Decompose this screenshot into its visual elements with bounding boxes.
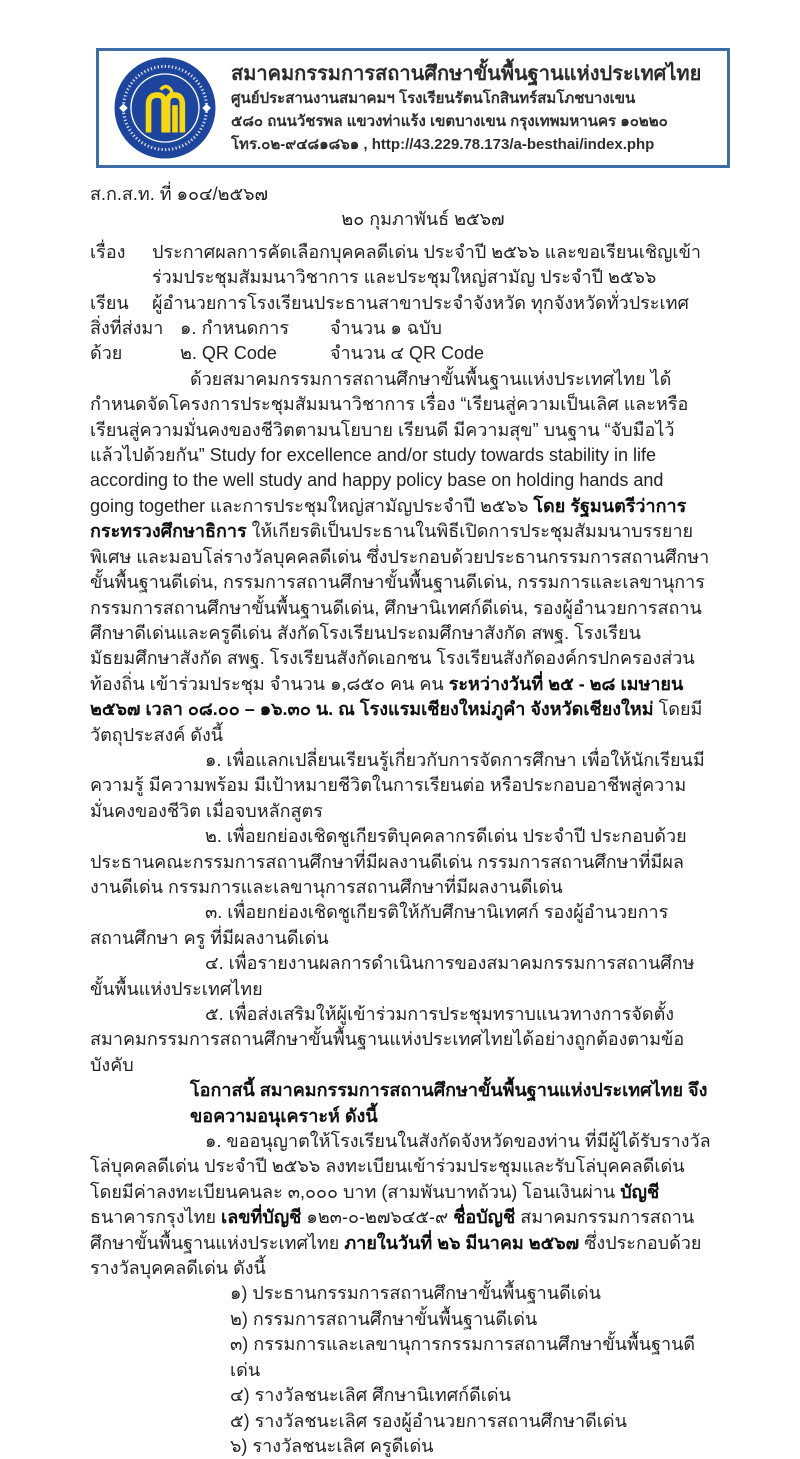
event-date-bold-text: ระหว่างวันที่ ๒๕ - ๒๘ เมษายน ๒๕๖๗ เวลา ๐๘.๐๐ – ๑๖.๓๐ น. ณ โรงแรมเชียงใหม่ภูคำ จังหวัดเชียงใหม่ — [90, 673, 684, 720]
minister-bold-text: โดย รัฐมนตรีว่าการกระทรวงศึกษาธิการ — [90, 495, 687, 542]
association-logo — [113, 56, 217, 160]
subject-text: ประกาศผลการคัดเลือกบุคคลดีเด่น ประจำปี ๒๕๖๖ และขอเรียนเชิญเข้าร่วมประชุมสัมมนาวิชาการ และประชุมใหญ่สามัญ ประจำปี ๒๕๖๖ — [152, 241, 701, 288]
award-item: ๓) กรรมการและเลขานุการกรรมการสถานศึกษาขั้นพื้นฐานดีเด่น — [230, 1334, 696, 1380]
recipient-row — [90, 291, 712, 316]
org-address-line: ๕๘๐ ถนนวัชรพล แขวงท่าแร้ง เขตบางเขน กรุงเทพมหานคร ๑๐๒๒๐ — [231, 113, 668, 131]
ref-number: ส.ก.ส.ท. ที่ ๑๐๔/๒๕๖๗ — [90, 184, 269, 204]
org-contact-line: โทร.๐๒-๙๔๘๑๘๖๑ , http://43.229.78.173/a-besthai/index.php — [231, 135, 655, 153]
letterhead-text — [231, 59, 717, 156]
account-bold-text: บัญชี — [620, 1181, 660, 1202]
org-center-line: ศูนย์ประสานงานสมาคมฯ โรงเรียนรัตนโกสินทร์สมโภชบางเขน — [231, 90, 636, 108]
subject-row — [90, 240, 712, 291]
attachments-row — [90, 316, 712, 367]
request-paragraph: ๑. ขออนุญาตให้โรงเรียนในสังกัดจังหวัดของท่าน ที่มีผู้ได้รับรางวัลโล่บุคคลดีเด่น ประจำปี ๒๕๖๖ ลงทะเบียนเข้าร่วมประชุมและรับโล่บุคคลดีเด่น โดยมีค่าลงทะเบียนคนละ ๓,๐๐๐ บาท (สามพันบาทถ้วน) โอนเงินผ่าน บัญชี ธนาคารกรุงไทย เลขที่บัญชี ๑๒๓-๐-๒๗๖๔๕-๙ ชื่อบัญชี สมาคมกรรมการสถานศึกษาขั้นพื้นฐานแห่งประเทศไทย ภายในวันที่ ๒๖ มีนาคม ๒๕๖๗ ซึ่งประกอบด้วย รางวัลบุคคลดีเด่น ดังนี้ — [90, 1131, 711, 1279]
objective-item: ๔. เพื่อรายงานผลการดำเนินการของสมาคมกรรมการสถานศึกษขั้นพื้นแห่งประเทศไทย — [90, 953, 695, 999]
org-name: สมาคมกรรมการสถานศึกษาขั้นพื้นฐานแห่งประเทศไทย — [231, 63, 702, 86]
attachment-name: ๒. QR Code — [180, 343, 277, 364]
objective-item: ๑. เพื่อแลกเปลี่ยนเรียนรู้เกี่ยวกับการจัดการศึกษา เพื่อให้นักเรียนมีความรู้ มีความพร้อม มีเป้าหมายชีวิตในการเรียนต่อ หรือประกอบอาชีพสู่ความมั่นคงของชีวิต เมื่อจบหลักสูตร — [90, 749, 705, 821]
intro-paragraph: ด้วยสมาคมกรรมการสถานศึกษาขั้นพื้นฐานแห่งประเทศไทย ได้กำหนดจัดโครงการประชุมสัมมนาวิชาการ เรื่อง “เรียนสู่ความเป็นเลิศ และหรือเรียนสู่ความมั่นคงของชีวิตตามนโยบาย เรียนดี มีความสุข” บนฐาน “จับมือไว้แล้วไปด้วยกัน” Study for excellence and/or study towards stability in life according to the well study and happy policy base on holding hands and going together และการประชุมใหญ่สามัญประจำปี ๒๕๖๖ โดย รัฐมนตรีว่าการกระทรวงศึกษาธิการ ให้เกียรติเป็นประธานในพิธีเปิดการประชุมสัมมนาบรรยายพิเศษ และมอบโล่รางวัลบุคคลดีเด่น ซึ่งประกอบด้วยประธานกรรมการสถานศึกษาขั้นพื้นฐานดีเด่น, กรรมการสถานศึกษาขั้นพื้นฐานดีเด่น, กรรมการและเลขานุการกรรมการสถานศึกษาขั้นพื้นฐานดีเด่น, ศึกษานิเทศก์ดีเด่น, รองผู้อำนวยการสถานศึกษาดีเด่นและครูดีเด่น สังกัดโรงเรียนประถมศึกษาสังกัด สพฐ. โรงเรียนมัธยมศึกษาสังกัด สพฐ. โรงเรียนสังกัดเอกชน โรงเรียนสังกัดองค์กรปกครองส่วนท้องถิ่น เข้าร่วมประชุม จำนวน ๑,๘๕๐ คน คน ระหว่างวันที่ ๒๕ - ๒๘ เมษายน ๒๕๖๗ เวลา ๐๘.๐๐ – ๑๖.๓๐ น. ณ โรงแรมเชียงใหม่ภูคำ จังหวัดเชียงใหม่ โดยมีวัตถุประสงค์ ดังนี้ — [90, 368, 710, 745]
attachments-label: สิ่งที่ส่งมาด้วย — [90, 318, 164, 364]
attachment-name: ๑. กำหนดการ — [180, 318, 289, 339]
attachment-item — [180, 341, 712, 366]
objective-item: ๓. เพื่อยกย่องเชิดชูเกียรติให้กับศึกษานิเทศก์ รองผู้อำนวยการสถานศึกษา ครู ที่มีผลงานดีเด่น — [90, 902, 669, 948]
attachments-list — [180, 316, 712, 367]
objective-item: ๒. เพื่อยกย่องเชิดชูเกียรติบุคคลากรดีเด่น ประจำปี ประกอบด้วยประธานคณะกรรมการสถานศึกษาที่มีผลงานดีเด่น กรรมการสถานศึกษาที่มีผลงานดีเด่น กรรมการและเลขานุการสถานศึกษาที่มีผลงานดีเด่น — [90, 826, 687, 897]
attachment-item — [180, 316, 712, 341]
award-item: ๖) รางวัลชนะเลิศ ครูดีเด่น — [230, 1435, 434, 1456]
deadline-bold-text: ภายในวันที่ ๒๖ มีนาคม ๒๕๖๗ — [344, 1232, 580, 1253]
award-item: ๕) รางวัลชนะเลิศ รองผู้อำนวยการสถานศึกษาดีเด่น — [230, 1410, 627, 1431]
subject-label: เรื่อง — [90, 241, 126, 262]
recipient-label: เรียน — [90, 292, 129, 313]
letterhead-box — [96, 48, 730, 168]
request-heading: โอกาสนี้ สมาคมกรรมการสถานศึกษาขั้นพื้นฐานแห่งประเทศไทย จึงขอความอนุเคราะห์ ดังนี้ — [190, 1080, 708, 1126]
letter-date: ๒๐ กุมภาพันธ์ ๒๕๖๗ — [341, 209, 505, 230]
award-item: ๒) กรรมการสถานศึกษาขั้นพื้นฐานดีเด่น — [230, 1308, 538, 1329]
objective-item: ๕. เพื่อส่งเสริมให้ผู้เข้าร่วมการประชุมทราบแนวทางการจัดตั้งสมาคมกรรมการสถานศึกษาขั้นพื้นฐานแห่งประเทศไทยได้อย่างถูกต้องตามข้อบังคับ — [90, 1004, 685, 1075]
account-no-label-bold: เลขที่บัญชี — [221, 1207, 302, 1228]
attachment-qty: จำนวน ๑ ฉบับ — [330, 318, 442, 339]
award-item: ๔) รางวัลชนะเลิศ ศึกษานิเทศก์ดีเด่น — [230, 1385, 511, 1406]
attachment-qty: จำนวน ๔ QR Code — [330, 343, 485, 364]
award-item: ๑) ประธานกรรมการสถานศึกษาขั้นพื้นฐานดีเด่น — [230, 1283, 601, 1304]
account-name-label-bold: ชื่อบัญชี — [453, 1207, 516, 1228]
recipient-text: ผู้อำนวยการโรงเรียนประธานสาขาประจำจังหวัด ทุกจังหวัดทั่วประเทศ — [152, 292, 689, 313]
